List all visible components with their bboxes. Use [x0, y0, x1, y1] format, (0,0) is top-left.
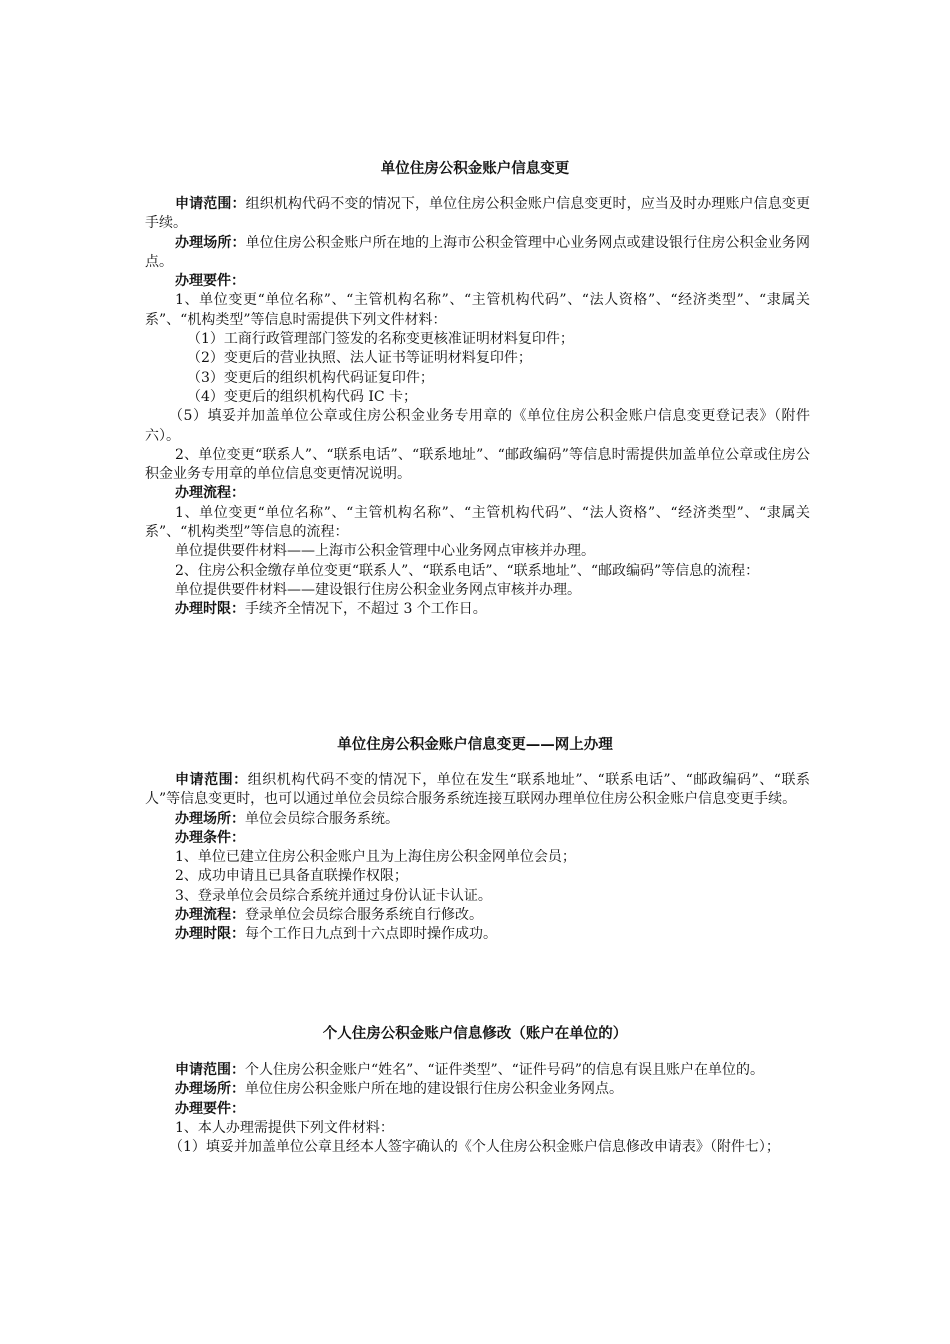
s2-cond-label: 办理条件：	[175, 829, 245, 846]
s3-scope	[145, 1061, 810, 1080]
s2-place-text: 单位会员综合服务系统。	[245, 810, 399, 827]
s2-flow	[145, 906, 810, 925]
s2-cond-2: 2、成功申请且已具备直联操作权限；	[175, 868, 408, 885]
s2-flow-text: 登录单位会员综合服务系统自行修改。	[245, 907, 483, 924]
s3-scope-text: 个人住房公积金账户“姓名”、“证件类型”、“证件号码”的信息有误且账户在单位的。	[245, 1062, 764, 1078]
s1-req-1: 1、单位变更“单位名称”、“主管机构名称”、“主管机构代码”、“法人资格”、“经济类型”、“隶属关系”、“机构类型”等信息时需提供下列文件材料：	[145, 292, 810, 328]
s1-flow-1: 1、单位变更“单位名称”、“主管机构名称”、“主管机构代码”、“法人资格”、“经济类型”、“隶属关系”、“机构类型”等信息的流程：	[145, 504, 810, 541]
s3-req-1: 1、本人办理需提供下列文件材料：	[175, 1119, 394, 1136]
s3-req-1-a: （1）填妥并加盖单位公章且经本人签字确认的《个人住房公积金账户信息修改申请表》（附件七）；	[169, 1139, 780, 1156]
s1-flow-label: 办理流程：	[175, 485, 245, 502]
section-2-title: 单位住房公积金账户信息变更——网上办理	[337, 737, 613, 753]
s1-req-1-b: （2）变更后的营业执照、法人证书等证明材料复印件；	[187, 350, 532, 367]
s1-req-1-c: （3）变更后的组织机构代码证复印件；	[187, 369, 434, 386]
s1-place-label: 办理场所：	[175, 234, 246, 251]
s1-req-2: 2、单位变更“联系人”、“联系电话”、“联系地址”、“邮政编码”等信息时需提供加盖单位公章或住房公积金业务专用章的单位信息变更情况说明。	[145, 446, 810, 483]
section-1-title: 单位住房公积金账户信息变更	[380, 161, 570, 177]
section-1-body	[145, 195, 810, 620]
s1-req-1-d: （4）变更后的组织机构代码 IC 卡；	[187, 388, 418, 405]
section-2-body	[145, 771, 810, 945]
s1-flow-2: 2、住房公积金缴存单位变更“联系人”、“联系电话”、“联系地址”、“邮政编码”等信息的流程：	[175, 562, 760, 579]
s1-place	[145, 234, 810, 273]
s1-req-1-e: （5）填妥并加盖单位公章或住房公积金业务专用章的《单位住房公积金账户信息变更登记表》（附件六）。	[145, 408, 810, 444]
s1-req-label: 办理要件：	[175, 273, 245, 290]
s2-flow-label: 办理流程：	[175, 907, 245, 924]
s1-scope-label: 申请范围：	[175, 196, 246, 212]
s2-scope-text: 组织机构代码不变的情况下，单位在发生“联系地址”、“联系电话”、“邮政编码”、“联系人”等信息变更时，也可以通过单位会员综合服务系统连接互联网办理单位住房公积金账户信息变更手续。	[145, 772, 811, 808]
s1-req-1-a: （1）工商行政管理部门签发的名称变更核准证明材料复印件；	[187, 331, 574, 348]
s3-place	[145, 1080, 810, 1099]
s3-req-label: 办理要件：	[175, 1100, 245, 1117]
s2-scope-label: 申请范围：	[175, 772, 248, 788]
s2-time-label: 办理时限：	[175, 926, 245, 943]
s2-place-label: 办理场所：	[175, 810, 245, 827]
s1-scope	[145, 195, 810, 234]
s3-place-text: 单位住房公积金账户所在地的建设银行住房公积金业务网点。	[245, 1081, 623, 1098]
s1-flow-1-step: 单位提供要件材料——上海市公积金管理中心业务网点审核并办理。	[175, 543, 595, 560]
section-3-body	[145, 1061, 810, 1157]
s2-place	[145, 810, 810, 829]
s2-time-text: 每个工作日九点到十六点即时操作成功。	[245, 926, 497, 943]
s1-place-text: 单位住房公积金账户所在地的上海市公积金管理中心业务网点或建设银行住房公积金业务网点。	[145, 234, 811, 270]
s1-time-text: 手续齐全情况下，不超过 3 个工作日。	[245, 601, 487, 618]
s2-time	[145, 925, 810, 944]
section-3-title: 个人住房公积金账户信息修改（账户在单位的）	[322, 1026, 628, 1042]
s2-cond-3: 3、登录单位会员综合系统并通过身份认证卡认证。	[175, 887, 492, 904]
s2-cond-1: 1、单位已建立住房公积金账户且为上海住房公积金网单位会员；	[175, 849, 576, 866]
s1-time-label: 办理时限：	[175, 601, 245, 618]
s3-place-label: 办理场所：	[175, 1081, 245, 1098]
s1-time	[145, 600, 810, 619]
s1-flow-2-step: 单位提供要件材料——建设银行住房公积金业务网点审核并办理。	[175, 581, 581, 598]
s2-scope	[145, 771, 810, 810]
s1-scope-text: 组织机构代码不变的情况下，单位住房公积金账户信息变更时，应当及时办理账户信息变更手续。	[145, 196, 811, 232]
s3-scope-label: 申请范围：	[175, 1062, 245, 1078]
